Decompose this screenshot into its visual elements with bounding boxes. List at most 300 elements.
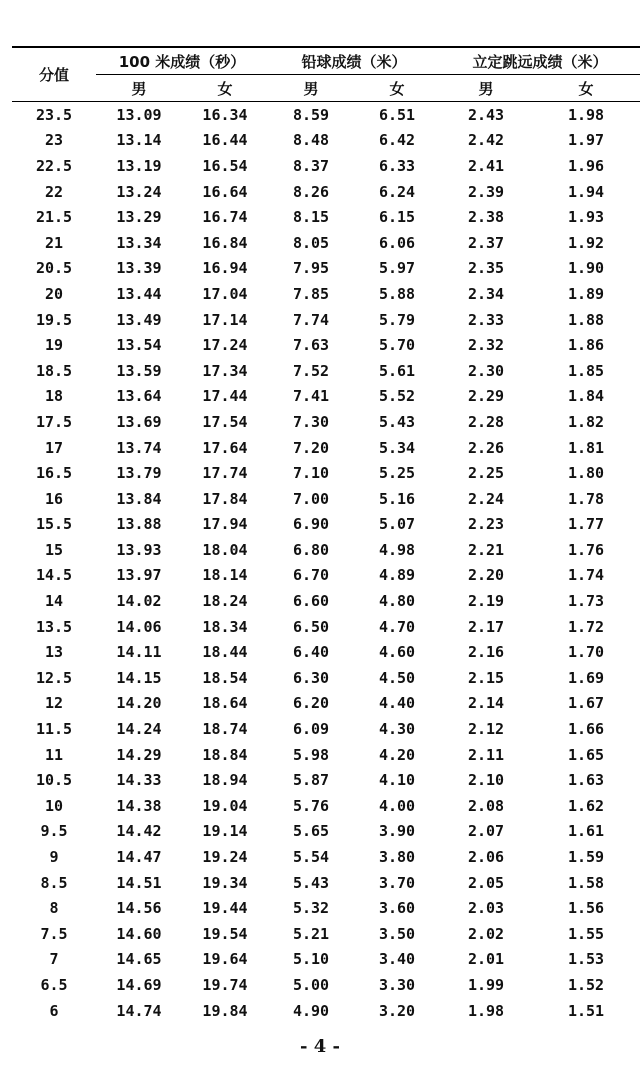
score-cell: 20 [44,284,64,303]
sprint-male-cell: 14.42 [116,822,162,841]
long-jump-male-cell: 2.21 [467,540,505,559]
table-row [12,742,640,768]
score-cell: 21.5 [35,208,73,227]
long-jump-male-cell: 2.15 [467,668,505,687]
long-jump-female-cell: 1.97 [567,131,605,150]
long-jump-female-cell: 1.65 [567,745,605,764]
sprint-female-cell: 18.74 [202,720,248,739]
score-cell: 6 [49,1001,59,1020]
long-jump-male-cell: 2.34 [467,284,505,303]
shot-put-female-cell: 3.80 [378,848,416,867]
sprint-female-cell: 17.84 [202,489,248,508]
long-jump-male-cell: 2.41 [467,156,505,175]
long-jump-male-cell: 2.37 [467,233,505,252]
sprint-male-cell: 14.60 [116,924,162,943]
shot-put-female-cell: 5.25 [378,464,416,483]
long-jump-female-cell: 1.53 [567,950,605,969]
shot-put-female-cell: 4.70 [378,617,416,636]
sprint-male-cell: 13.34 [116,233,162,252]
shot-put-female-cell: 5.97 [378,259,416,278]
long-jump-male-cell: 2.23 [467,515,505,534]
score-cell: 15.5 [35,515,73,534]
sprint-male-cell: 13.14 [116,131,162,150]
sprint-male-cell: 13.49 [116,310,162,329]
shot-put-male-cell: 6.30 [292,668,330,687]
score-cell: 21 [44,233,64,252]
long-jump-male-cell: 1.99 [467,975,505,994]
shot-put-male-cell: 7.20 [292,438,330,457]
long-jump-female-cell: 1.66 [567,720,605,739]
score-cell: 12 [44,694,64,713]
shot-put-male-cell: 5.10 [292,950,330,969]
header-row-gender [12,75,640,102]
table-row [12,281,640,307]
sprint-female-cell: 17.34 [202,361,248,380]
sprint-female-cell: 17.74 [202,464,248,483]
sprint-female-cell: 19.24 [202,848,248,867]
table-row [12,895,640,921]
long-jump-male-cell: 2.38 [467,208,505,227]
shot-put-male-cell: 5.00 [292,975,330,994]
long-jump-male-cell: 2.32 [467,336,505,355]
shot-put-female-cell: 5.79 [378,310,416,329]
long-jump-male-cell: 2.11 [467,745,505,764]
shot-put-male-cell: 6.50 [292,617,330,636]
sprint-female-cell: 18.84 [202,745,248,764]
long-jump-female-cell: 1.56 [567,899,605,918]
long-jump-male-cell: 2.33 [467,310,505,329]
shot-put-male-cell: 5.65 [292,822,330,841]
long-jump-male-cell: 2.19 [467,592,505,611]
sprint-male-cell: 13.24 [116,182,162,201]
shot-put-male-cell: 7.30 [292,412,330,431]
long-jump-female-cell: 1.78 [567,489,605,508]
score-cell: 18 [44,387,64,406]
shot-put-female-cell: 3.50 [378,924,416,943]
score-cell: 19 [44,336,64,355]
table-row [12,204,640,230]
sprint-female-cell: 17.54 [202,412,248,431]
sprint-male-cell: 14.38 [116,796,162,815]
table-row [12,153,640,179]
sprint-male-cell: 14.15 [116,668,162,687]
score-cell: 16 [44,489,64,508]
sprint-male-cell: 13.69 [116,412,162,431]
shot-put-female-cell: 6.15 [378,208,416,227]
sprint-female-cell: 19.34 [202,873,248,892]
shot-put-male-cell: 8.48 [292,131,330,150]
sprint-male-cell: 14.47 [116,848,162,867]
long-jump-female-cell: 1.89 [567,284,605,303]
long-jump-male-cell: 2.08 [467,796,505,815]
sprint-female-cell: 17.94 [202,515,248,534]
long-jump-female-cell: 1.81 [567,438,605,457]
shot-put-male-cell: 4.90 [292,1001,330,1020]
score-cell: 18.5 [35,361,73,380]
long-jump-male-cell: 2.24 [467,489,505,508]
long-jump-male-cell: 2.07 [467,822,505,841]
long-jump-female-cell: 1.73 [567,592,605,611]
long-jump-male-cell: 2.06 [467,848,505,867]
sprint-male-cell: 14.20 [116,694,162,713]
shot-put-female-cell: 4.00 [378,796,416,815]
table-row [12,307,640,333]
shot-put-male-cell: 7.95 [292,259,330,278]
sprint-male-cell: 13.09 [116,105,162,124]
table-row [12,179,640,205]
sprint-male-cell: 13.59 [116,361,162,380]
score-cell: 14.5 [35,566,73,585]
long-jump-female-cell: 1.88 [567,310,605,329]
sprint-female-cell: 16.94 [202,259,248,278]
long-jump-male-cell: 2.39 [467,182,505,201]
table-row [12,716,640,742]
table-row [12,128,640,154]
table-row [12,870,640,896]
long-jump-male-cell: 2.25 [467,464,505,483]
sprint-male-cell: 13.44 [116,284,162,303]
sprint-male-cell: 14.29 [116,745,162,764]
table-row [12,665,640,691]
shot-put-male-cell: 8.05 [292,233,330,252]
shot-put-female-cell: 4.10 [378,771,416,790]
score-cell: 17.5 [35,412,73,431]
shot-put-male-cell: 7.52 [292,361,330,380]
shot-put-female-cell: 4.30 [378,720,416,739]
long-jump-female-cell: 1.70 [567,643,605,662]
sprint-female-cell: 16.54 [202,156,248,175]
long-jump-female-cell: 1.59 [567,848,605,867]
score-cell: 16.5 [35,464,73,483]
sprint-male-cell: 14.11 [116,643,162,662]
shot-put-female-cell: 5.61 [378,361,416,380]
score-cell: 8.5 [40,873,68,892]
shot-put-female-cell: 5.70 [378,336,416,355]
table-row [12,230,640,256]
score-cell: 10 [44,796,64,815]
shot-put-male-cell: 7.00 [292,489,330,508]
sprint-female-cell: 19.54 [202,924,248,943]
long-jump-male-cell: 2.14 [467,694,505,713]
long-jump-male-cell: 2.28 [467,412,505,431]
sprint-female-cell: 18.44 [202,643,248,662]
long-jump-male-cell: 2.42 [467,131,505,150]
sprint-male-cell: 14.65 [116,950,162,969]
shot-put-female-cell: 3.70 [378,873,416,892]
table-row [12,435,640,461]
sprint-female-cell: 17.64 [202,438,248,457]
long-jump-female-cell: 1.77 [567,515,605,534]
table-row [12,460,640,486]
long-jump-female-cell: 1.94 [567,182,605,201]
shot-put-female-cell: 6.06 [378,233,416,252]
sprint-female-header: 女 [182,75,268,102]
sprint-female-cell: 19.44 [202,899,248,918]
long-jump-male-cell: 2.01 [467,950,505,969]
shot-put-female-cell: 4.98 [378,540,416,559]
sprint-male-cell: 13.79 [116,464,162,483]
long-jump-female-cell: 1.55 [567,924,605,943]
long-jump-female-cell: 1.90 [567,259,605,278]
long-jump-male-cell: 2.05 [467,873,505,892]
long-jump-male-cell: 2.12 [467,720,505,739]
table-row [12,639,640,665]
sprint-female-cell: 19.04 [202,796,248,815]
score-cell: 23.5 [35,105,73,124]
sprint-female-cell: 17.24 [202,336,248,355]
shot-put-male-cell: 8.37 [292,156,330,175]
shot-put-female-cell: 3.60 [378,899,416,918]
table-row [12,947,640,973]
score-cell: 9 [49,848,59,867]
sprint-female-cell: 17.44 [202,387,248,406]
sprint-female-cell: 19.64 [202,950,248,969]
sprint-female-cell: 19.74 [202,975,248,994]
long-jump-female-cell: 1.98 [567,105,605,124]
table-row [12,921,640,947]
table-row [12,588,640,614]
long-jump-male-cell: 2.35 [467,259,505,278]
score-cell: 7 [49,950,59,969]
table-row [12,998,640,1024]
sprint-male-cell: 14.24 [116,720,162,739]
table-header [12,47,640,102]
shot-put-male-cell: 5.21 [292,924,330,943]
sprint-female-cell: 18.54 [202,668,248,687]
long-jump-female-cell: 1.82 [567,412,605,431]
shot-put-male-cell: 7.10 [292,464,330,483]
shot-put-male-header: 男 [268,75,354,102]
sprint-female-cell: 17.14 [202,310,248,329]
table-row [12,512,640,538]
long-jump-male-header: 男 [440,75,532,102]
long-jump-female-cell: 1.74 [567,566,605,585]
shot-put-female-cell: 4.80 [378,592,416,611]
long-jump-female-cell: 1.84 [567,387,605,406]
sprint-male-cell: 13.74 [116,438,162,457]
shot-put-female-cell: 3.30 [378,975,416,994]
score-column-header: 分值 [12,47,96,102]
sprint-male-cell: 13.19 [116,156,162,175]
long-jump-female-cell: 1.69 [567,668,605,687]
sprint-female-cell: 16.64 [202,182,248,201]
score-cell: 11.5 [35,720,73,739]
shot-put-male-cell: 6.70 [292,566,330,585]
sprint-female-cell: 18.24 [202,592,248,611]
long-jump-female-cell: 1.62 [567,796,605,815]
table-row [12,486,640,512]
sprint-female-cell: 16.74 [202,208,248,227]
shot-put-female-cell: 5.07 [378,515,416,534]
long-jump-male-cell: 2.10 [467,771,505,790]
score-cell: 11 [44,745,64,764]
sprint-female-cell: 18.64 [202,694,248,713]
shot-put-female-cell: 3.40 [378,950,416,969]
long-jump-male-cell: 2.29 [467,387,505,406]
sprint-male-cell: 14.02 [116,592,162,611]
long-jump-male-cell: 2.30 [467,361,505,380]
long-jump-male-cell: 2.17 [467,617,505,636]
shot-put-male-cell: 6.80 [292,540,330,559]
shot-put-female-cell: 6.33 [378,156,416,175]
long-jump-female-cell: 1.96 [567,156,605,175]
table-row [12,537,640,563]
sprint-male-cell: 13.54 [116,336,162,355]
shot-put-female-cell: 6.51 [378,105,416,124]
sprint-male-header: 男 [96,75,182,102]
sprint-female-cell: 18.94 [202,771,248,790]
sprint-male-cell: 14.33 [116,771,162,790]
table-row [12,819,640,845]
sprint-male-cell: 13.64 [116,387,162,406]
long-jump-female-cell: 1.52 [567,975,605,994]
table-row [12,972,640,998]
long-jump-male-cell: 1.98 [467,1001,505,1020]
long-jump-female-cell: 1.63 [567,771,605,790]
shot-put-male-cell: 6.09 [292,720,330,739]
shot-put-female-cell: 6.24 [378,182,416,201]
page-number: - 4 - [300,1036,340,1057]
score-cell: 7.5 [40,924,68,943]
shot-put-female-cell: 6.42 [378,131,416,150]
long-jump-female-cell: 1.67 [567,694,605,713]
shot-put-male-cell: 5.98 [292,745,330,764]
shot-put-female-cell: 3.20 [378,1001,416,1020]
shot-put-male-cell: 6.20 [292,694,330,713]
score-cell: 19.5 [35,310,73,329]
sprint-male-cell: 14.51 [116,873,162,892]
table-row [12,844,640,870]
sprint-female-cell: 16.84 [202,233,248,252]
long-jump-male-cell: 2.20 [467,566,505,585]
score-cell: 12.5 [35,668,73,687]
sprint-100m-group-header: 100 米成绩（秒） [96,47,268,75]
table-row [12,563,640,589]
long-jump-female-cell: 1.72 [567,617,605,636]
shot-put-female-cell: 3.90 [378,822,416,841]
long-jump-female-cell: 1.61 [567,822,605,841]
sprint-female-cell: 16.44 [202,131,248,150]
table-row [12,256,640,282]
score-cell: 13.5 [35,617,73,636]
sprint-male-cell: 13.93 [116,540,162,559]
sprint-male-cell: 14.06 [116,617,162,636]
shot-put-male-cell: 5.54 [292,848,330,867]
score-cell: 23 [44,131,64,150]
long-jump-male-cell: 2.43 [467,105,505,124]
shot-put-female-cell: 4.40 [378,694,416,713]
score-cell: 13 [44,643,64,662]
score-cell: 20.5 [35,259,73,278]
score-cell: 8 [49,899,59,918]
shot-put-male-cell: 6.60 [292,592,330,611]
shot-put-male-cell: 5.76 [292,796,330,815]
long-jump-female-cell: 1.86 [567,336,605,355]
table-row [12,409,640,435]
score-cell: 6.5 [40,975,68,994]
table-row [12,767,640,793]
score-cell: 22.5 [35,156,73,175]
sprint-male-cell: 13.29 [116,208,162,227]
shot-put-male-cell: 6.90 [292,515,330,534]
shot-put-male-cell: 7.85 [292,284,330,303]
sprint-female-cell: 16.34 [202,105,248,124]
score-cell: 10.5 [35,771,73,790]
score-cell: 9.5 [40,822,68,841]
score-table [12,46,640,1023]
shot-put-female-cell: 4.20 [378,745,416,764]
shot-put-female-cell: 4.50 [378,668,416,687]
shot-put-group-header: 铅球成绩（米） [268,47,440,75]
table-row [12,691,640,717]
shot-put-male-cell: 5.43 [292,873,330,892]
sprint-female-cell: 18.04 [202,540,248,559]
long-jump-male-cell: 2.03 [467,899,505,918]
table-row [12,358,640,384]
shot-put-male-cell: 7.74 [292,310,330,329]
header-row-groups [12,47,640,75]
shot-put-male-cell: 7.63 [292,336,330,355]
shot-put-female-cell: 5.34 [378,438,416,457]
sprint-male-cell: 13.84 [116,489,162,508]
table-row [12,384,640,410]
score-cell: 22 [44,182,64,201]
shot-put-female-cell: 5.52 [378,387,416,406]
shot-put-male-cell: 7.41 [292,387,330,406]
standing-long-jump-group-header: 立定跳远成绩（米） [440,47,640,75]
table-row [12,793,640,819]
long-jump-female-cell: 1.80 [567,464,605,483]
table-row [12,614,640,640]
long-jump-female-cell: 1.58 [567,873,605,892]
sprint-male-cell: 13.88 [116,515,162,534]
table-row [12,102,640,128]
score-cell: 14 [44,592,64,611]
shot-put-male-cell: 8.59 [292,105,330,124]
sprint-female-cell: 18.34 [202,617,248,636]
shot-put-female-cell: 4.89 [378,566,416,585]
shot-put-female-header: 女 [354,75,440,102]
long-jump-female-cell: 1.92 [567,233,605,252]
sprint-male-cell: 14.56 [116,899,162,918]
shot-put-female-cell: 4.60 [378,643,416,662]
shot-put-female-cell: 5.16 [378,489,416,508]
score-cell: 17 [44,438,64,457]
sprint-male-cell: 13.97 [116,566,162,585]
long-jump-female-cell: 1.76 [567,540,605,559]
sprint-male-cell: 14.74 [116,1001,162,1020]
long-jump-male-cell: 2.02 [467,924,505,943]
score-cell: 15 [44,540,64,559]
long-jump-female-cell: 1.85 [567,361,605,380]
table-body [12,102,640,1024]
sprint-male-cell: 14.69 [116,975,162,994]
sprint-female-cell: 19.14 [202,822,248,841]
sprint-female-cell: 19.84 [202,1001,248,1020]
shot-put-male-cell: 8.15 [292,208,330,227]
shot-put-male-cell: 6.40 [292,643,330,662]
long-jump-male-cell: 2.16 [467,643,505,662]
sprint-male-cell: 13.39 [116,259,162,278]
long-jump-female-cell: 1.51 [567,1001,605,1020]
shot-put-male-cell: 8.26 [292,182,330,201]
sprint-female-cell: 18.14 [202,566,248,585]
shot-put-male-cell: 5.87 [292,771,330,790]
long-jump-female-cell: 1.93 [567,208,605,227]
table-row [12,332,640,358]
shot-put-female-cell: 5.43 [378,412,416,431]
sprint-female-cell: 17.04 [202,284,248,303]
